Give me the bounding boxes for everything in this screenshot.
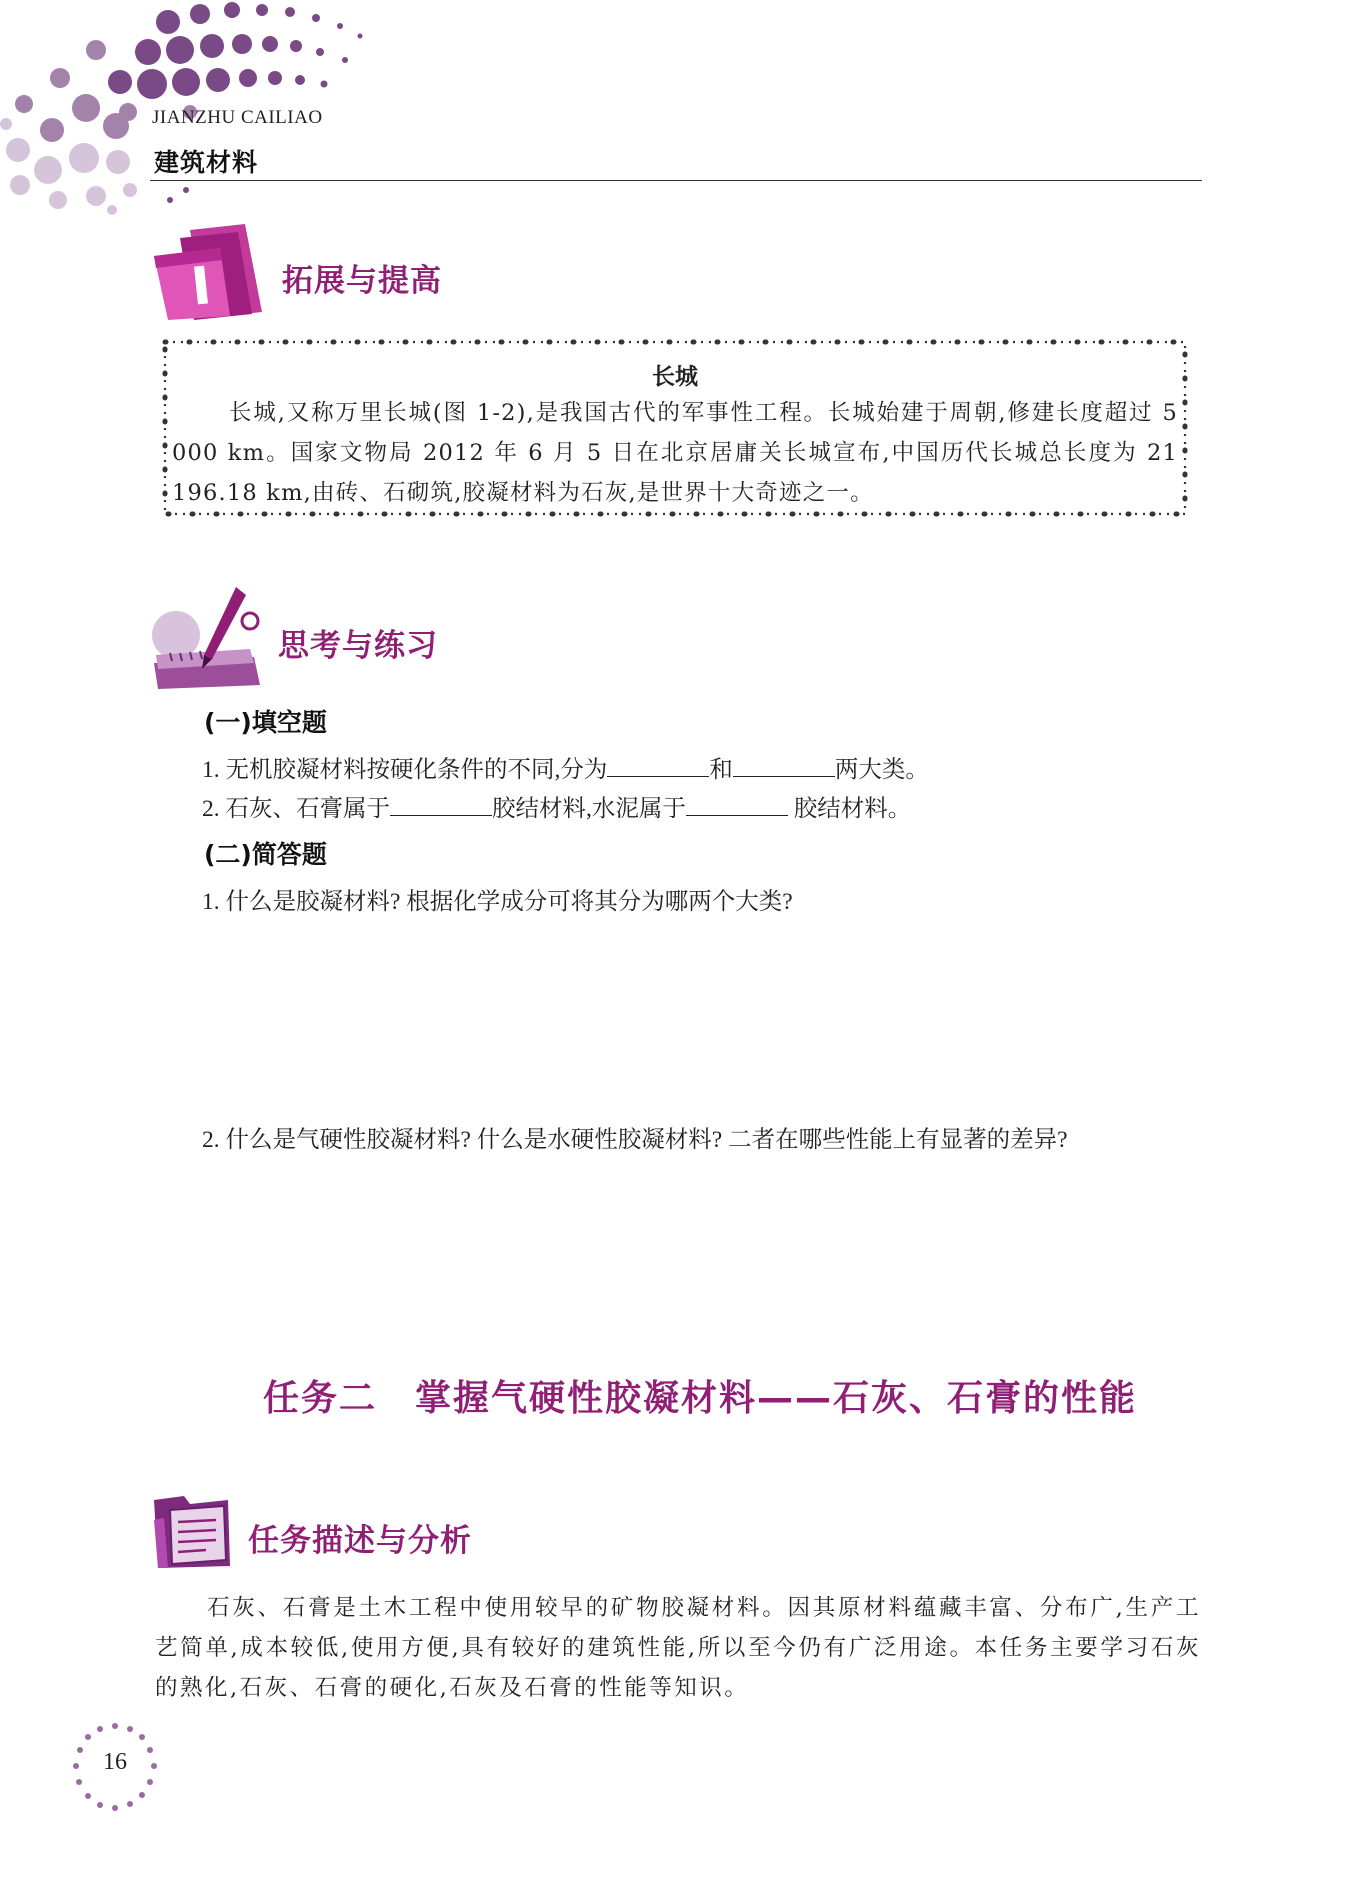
short-answer-heading: (二)简答题	[204, 840, 327, 869]
q1-part-b: 和	[709, 757, 733, 783]
box-title: 长城	[652, 364, 698, 390]
header-rule	[150, 180, 1202, 181]
pen-notebook-icon	[150, 585, 265, 690]
q1-part-c: 两大类。	[834, 757, 929, 783]
answer-blank	[733, 775, 835, 777]
page-number: 16	[103, 1749, 127, 1775]
answer-blank	[390, 814, 492, 816]
q1-part-a: 1. 无机胶凝材料按硬化条件的不同,分为	[202, 757, 608, 783]
fill-blank-question-1	[202, 750, 929, 784]
task-description-paragraph: 石灰、石膏是土木工程中使用较早的矿物胶凝材料。因其原材料蕴藏丰富、分布广,生产工艺简单,成本较低,使用方便,具有较好的建筑性能,所以至今仍有广泛用途。本任务主要学习石灰的熟化,石灰、石膏的硬化,石灰及石膏的性能等知识。	[155, 1595, 1201, 1701]
document-folder-icon	[150, 1490, 235, 1570]
answer-blank	[686, 814, 788, 816]
section-title-task-description: 任务描述与分析	[248, 1523, 472, 1559]
folder-icon	[150, 220, 265, 320]
box-text: 长城,又称万里长城(图 1-2),是我国古代的军事性工程。长城始建于周朝,修建长度超过 5 000 km。国家文物局 2012 年 6 月 5 日在北京居庸关长城宣布,中国历代长城总长度为 21 196.18 km,由砖、石砌筑,胶凝材料为石灰,是世界十大奇迹之一。	[172, 400, 1178, 506]
short-answer-question-1: 1. 什么是胶凝材料? 根据化学成分可将其分为哪两个大类?	[202, 889, 793, 915]
q2-part-a: 2. 石灰、石膏属于	[202, 796, 390, 822]
fill-blank-question-2	[202, 789, 911, 823]
section-title-extension: 拓展与提高	[282, 263, 442, 299]
answer-blank	[607, 775, 709, 777]
task-title: 任务二 掌握气硬性胶凝材料——石灰、石膏的性能	[262, 1378, 1137, 1419]
q2-part-c: 胶结材料。	[787, 796, 912, 822]
short-answer-question-2: 2. 什么是气硬性胶凝材料? 什么是水硬性胶凝材料? 二者在哪些性能上有显著的差异?	[202, 1127, 1068, 1153]
series-name-chinese: 建筑材料	[154, 148, 259, 177]
q2-part-b: 胶结材料,水泥属于	[492, 796, 686, 822]
section-title-exercises: 思考与练习	[278, 628, 438, 664]
series-name-english: JIANZHU CAILIAO	[152, 107, 323, 128]
fill-blank-heading: (一)填空题	[204, 708, 327, 737]
